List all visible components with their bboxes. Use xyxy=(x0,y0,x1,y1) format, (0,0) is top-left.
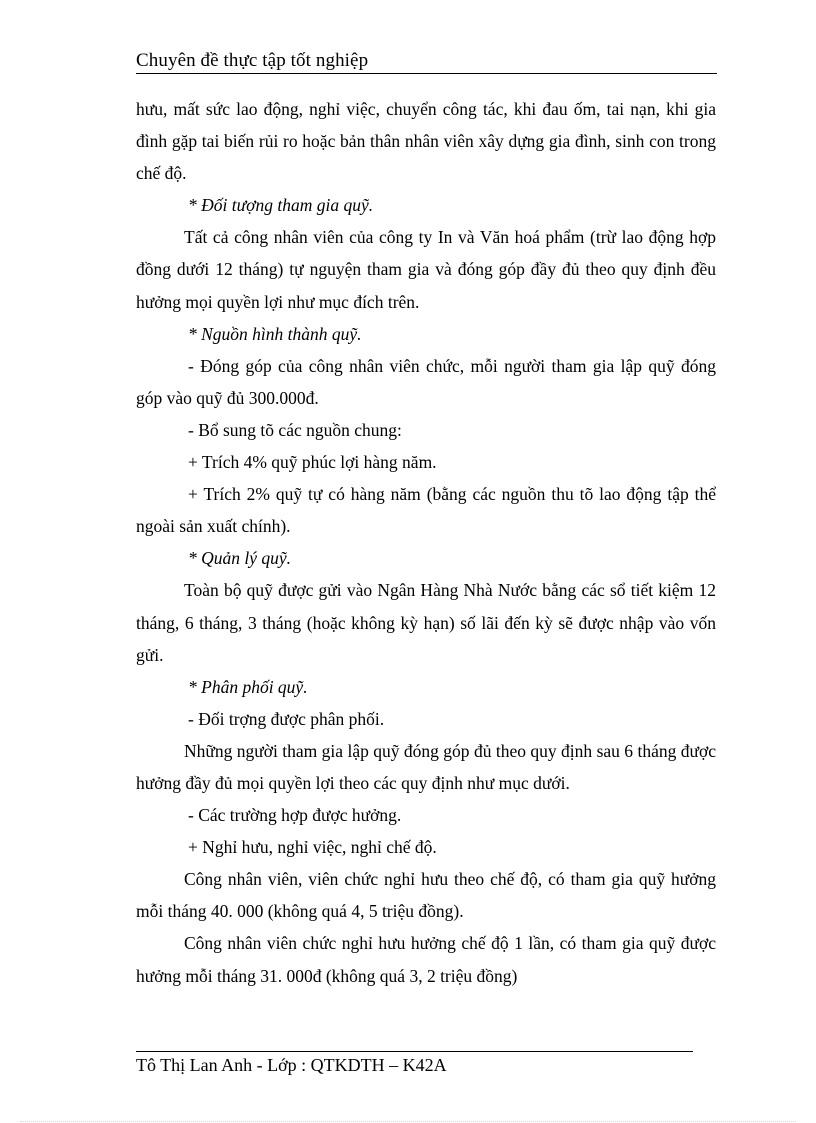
paragraph-continuation: hưu, mất sức lao động, nghỉ việc, chuyển công tác, khi đau ốm, tai nạn, khi gia đình gặp tai biến rủi ro hoặc bản thân nhân viên xây dựng gia đình, sinh con trong chế độ. xyxy=(136,99,716,184)
section-heading-participants: * Đối tượng tham gia quỹ. xyxy=(188,195,374,216)
running-footer: Tô Thị Lan Anh - Lớp : QTKDTH – K42A xyxy=(136,1055,447,1075)
footer-rule xyxy=(136,1051,693,1052)
header-rule xyxy=(136,73,717,74)
running-header: Chuyên đề thực tập tốt nghiệp xyxy=(136,50,369,71)
page-bottom-border xyxy=(20,1121,796,1122)
paragraph-contribution: - Đóng góp của công nhân viên chức, mỗi người tham gia lập quỹ đóng góp vào quỹ đủ 300.000đ. xyxy=(136,355,716,408)
section-heading-distribution: * Phân phối quỹ. xyxy=(188,676,308,697)
paragraph-supplement: - Bổ sung tõ các nguồn chung: xyxy=(188,419,402,440)
section-heading-management: * Quản lý quỹ. xyxy=(188,548,292,569)
section-heading-sources: * Nguồn hình thành quỹ. xyxy=(188,323,362,344)
body-text xyxy=(136,93,716,992)
list-item-retirement: + Nghỉ hưu, nghỉ việc, nghỉ chế độ. xyxy=(188,837,437,858)
paragraph-eligibility: Những người tham gia lập quỹ đóng góp đủ theo quy định sau 6 tháng được hưởng đầy đủ mọi quyền lợi theo các quy định như mục dưới. xyxy=(136,740,716,793)
paragraph-one-time-benefit: Công nhân viên chức nghỉ hưu hưởng chế độ 1 lần, có tham gia quỹ được hưởng mỗi tháng 31. 000đ (không quá 3, 2 triệu đồng) xyxy=(136,933,716,986)
list-item-welfare: + Trích 4% quỹ phúc lợi hàng năm. xyxy=(188,452,437,473)
paragraph-monthly-benefit: Công nhân viên, viên chức nghỉ hưu theo chế độ, có tham gia quỹ hưởng mỗi tháng 40. 000 (không quá 4, 5 triệu đồng). xyxy=(136,869,716,922)
paragraph-recipients: - Đối trợng được phân phối. xyxy=(188,708,385,729)
paragraph-participants: Tất cả công nhân viên của công ty In và Văn hoá phẩm (trừ lao động hợp đồng dưới 12 tháng) tự nguyện tham gia và đóng góp đầy đủ theo quy định đều hưởng mọi quyền lợi như mục đích trên. xyxy=(136,227,716,312)
paragraph-cases: - Các trường hợp được hưởng. xyxy=(188,805,402,826)
list-item-own-fund: + Trích 2% quỹ tự có hàng năm (bằng các nguồn thu tõ lao động tập thể ngoài sản xuất chính). xyxy=(136,484,716,537)
paragraph-management: Toàn bộ quỹ được gửi vào Ngân Hàng Nhà Nước bằng các sổ tiết kiệm 12 tháng, 6 tháng, 3 tháng (hoặc không kỳ hạn) số lãi đến kỳ sẽ được nhập vào vốn gửi. xyxy=(136,580,716,665)
